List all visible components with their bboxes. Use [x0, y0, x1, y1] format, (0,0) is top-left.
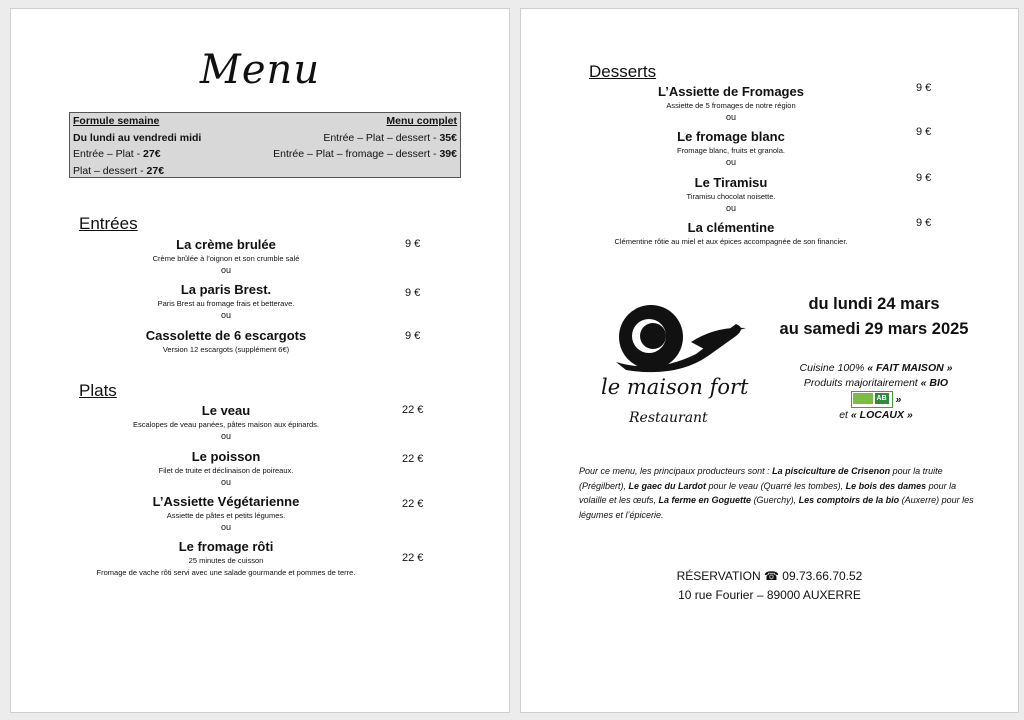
- formula-complete-header: Menu complet: [386, 115, 457, 127]
- entree-price: 9 €: [405, 238, 421, 250]
- dessert-price: 9 €: [916, 126, 932, 138]
- dessert-price: 9 €: [916, 172, 932, 184]
- dessert-price: 9 €: [916, 217, 932, 229]
- dessert-item: L’Assiette de Fromages Assiette de 5 fromages de notre région ou: [658, 84, 804, 122]
- plat-item: Le fromage rôti 25 minutes de cuisson Fromage de vache rôti servi avec une salade gourmande et pommes de terre.: [96, 539, 356, 577]
- plat-price: 22 €: [402, 498, 424, 510]
- plats-heading: Plats: [79, 381, 117, 400]
- plat-item: Le poisson Filet de truite et déclinaison de poireaux. ou: [158, 449, 294, 487]
- formula-row-right-2: Entrée – Plat – fromage – dessert - 39€: [273, 148, 457, 160]
- restaurant-logo: [596, 294, 756, 444]
- plat-item: Le veau Escalopes de veau panées, pâtes maison aux épinards. ou: [133, 403, 319, 441]
- plat-item: L’Assiette Végétarienne Assiette de pâtes et petits légumes. ou: [152, 494, 300, 532]
- bio-label-icon: AB: [851, 391, 893, 408]
- menu-page-left: [10, 8, 510, 713]
- formula-box: [69, 112, 461, 178]
- reservation-block: [521, 567, 1018, 605]
- date-line-1: du lundi 24 mars: [808, 295, 940, 313]
- date-range: [769, 292, 979, 342]
- phone-number: 09.73.66.70.52: [778, 569, 863, 583]
- formula-week-header: Formule semaine: [73, 115, 160, 127]
- entree-item: La crème brulée Crème brûlée à l’oignon et son crumble salé ou: [152, 237, 300, 275]
- formula-row-left-2: Plat – dessert - 27€: [73, 164, 165, 177]
- entree-price: 9 €: [405, 287, 421, 299]
- entree-price: 9 €: [405, 330, 421, 342]
- logo-subtitle: Restaurant: [629, 410, 708, 426]
- formula-row-right-1: Entrée – Plat – dessert - 35€: [323, 131, 457, 144]
- address: 10 rue Fourier – 89000 AUXERRE: [678, 588, 861, 602]
- dessert-item: Le Tiramisu Tiramisu chocolat noisette. ou: [686, 175, 776, 213]
- desserts-heading: Desserts: [589, 62, 657, 81]
- entrees-heading: Entrées: [79, 214, 138, 233]
- plat-price: 22 €: [402, 552, 424, 564]
- menu-title: Menu: [199, 47, 321, 93]
- entree-item: La paris Brest. Paris Brest au fromage frais et betterave. ou: [157, 282, 295, 320]
- phone-icon: ☎: [763, 569, 779, 583]
- plat-price: 22 €: [402, 404, 424, 416]
- dessert-item: La clémentine Clémentine rôtie au miel et aux épices accompagnée de son financier.: [614, 220, 848, 246]
- producers-paragraph: Pour ce menu, les principaux producteurs sont : La pisciculture de Crisenon pour la truite (Prégilbert), Le gaec du Lardot pour le veau (Quarré les tombes), Le bois des dames pour la volaille et les œufs, La ferme en Goguette (Guerchy), Les comptoirs de la bio (Auxerre) pour les légumes et l’épicerie.: [579, 466, 974, 520]
- snail-logo-icon: [596, 294, 756, 444]
- menu-page-right: [520, 8, 1019, 713]
- dessert-price: 9 €: [916, 82, 932, 94]
- logo-name: le maison fort: [601, 375, 749, 399]
- formula-row-left-1: Entrée – Plat - 27€: [73, 148, 161, 160]
- quality-labels: Cuisine 100% « FAIT MAISON » Produits majoritairement « BIO AB » et « LOCAUX »: [799, 362, 953, 421]
- dessert-item: Le fromage blanc Fromage blanc, fruits et granola. ou: [677, 129, 785, 167]
- plat-price: 22 €: [402, 453, 424, 465]
- reservation-label: RÉSERVATION: [676, 569, 764, 583]
- date-line-2: au samedi 29 mars 2025: [779, 320, 969, 338]
- formula-days: Du lundi au vendredi midi: [73, 131, 202, 144]
- entree-item: Cassolette de 6 escargots Version 12 escargots (supplément 6€): [145, 328, 307, 354]
